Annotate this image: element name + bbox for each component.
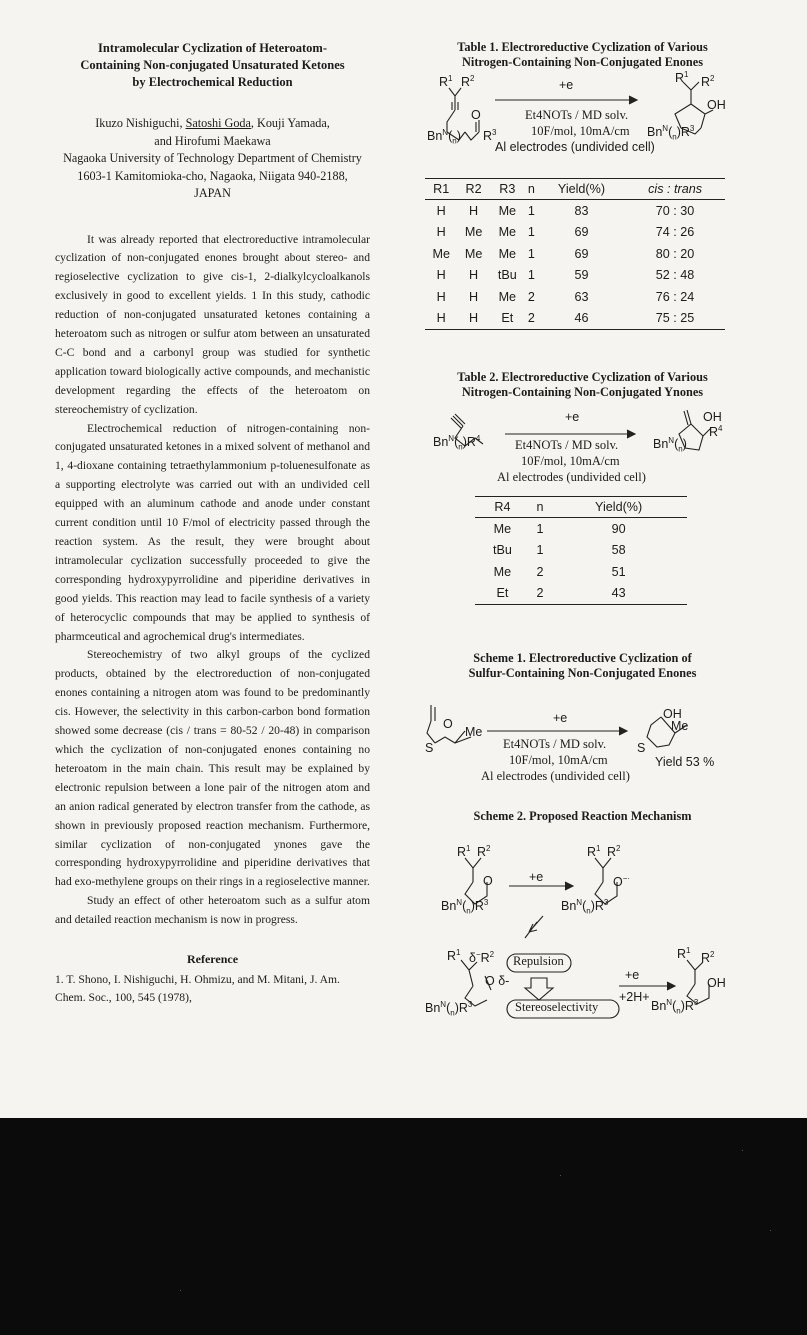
table1-caption-line2: Nitrogen-Containing Non-Conjugated Enones [462,55,703,69]
scheme2-structures [425,840,740,1020]
scheme2-arrow2-bottom: +2H+ [619,990,650,1004]
paragraph-1: It was already reported that electroreductive intramolecular cyclization of non-conjugated enones brought about stereo- and regioselective cyclization to give cis-1, 2-dialkylcycloalkanols exclusively in good to excellent yields. 1 In this study, cathodic reduction of non-conjugated unsaturated ketones containing a heteroatom such as nitrogen or sulfur atom between an unsaturated C-C bond and a carbonyl group was studied for synthetic application toward biologically active compounds, and mechanistic development regarding the effects of the heteroatom on stereochemistry of cyclization. [55,232,370,416]
scheme1-cond-top: +e [553,711,568,725]
table1 [425,178,725,330]
title-line-3: by Electrochemical Reduction [132,75,293,89]
scheme1-caption-line2: Sulfur-Containing Non-Conjugated Enones [468,666,697,680]
scheme1-yield: Yield 53 % [655,755,715,769]
table1-col-r1: R1 [425,179,457,200]
table1-cond-top: +e [559,78,574,92]
table1-cond-under: Al electrodes (undivided cell) [495,140,655,154]
scheme1-caption-line1: Scheme 1. Electroreductive Cyclization of [473,651,692,665]
scheme1-caption [425,651,740,681]
scheme2-arrow2-top: +e [625,968,640,982]
reference-heading: Reference [186,952,239,967]
figures-column [425,40,740,1020]
table-row: H H Me 2 63 76 : 24 [436,289,695,304]
table2-caption [425,370,740,400]
table2-col-r4: R4 [475,497,530,518]
table1-cond-mid: Et4NOTs / MD solv. [525,108,629,122]
table2-col-yield: Yield(%) [550,497,687,518]
scheme1-reaction: O Me S +e Et4NOTs / MD solv. 10F/mol, 10mA/cm Al electrodes (undivided cell) OH Me S Yield 53 % [425,701,740,787]
table1-col-r2: R2 [457,179,489,200]
paragraph-4: Study an effect of other heteroatom such as a sulfur atom and detailed reaction mechanism is now in progress. [55,894,370,927]
scheme1-cond-bot: 10F/mol, 10mA/cm [509,753,608,767]
abstract-body [55,231,370,931]
table1-col-ratio: cis : trans [625,179,725,200]
table1-col-n: n [525,179,538,200]
scan-speck [560,1175,561,1176]
table2-cond-under: Al electrodes (undivided cell) [497,470,646,484]
table2-cond-top: +e [565,410,580,424]
scheme1-cond-mid: Et4NOTs / MD solv. [503,737,607,751]
affiliation-line-2: 1603-1 Kamitomioka-cho, Nagaoka, Niigata 940-2188, [77,168,348,183]
author-block [55,115,370,203]
table-row: H Me Me 1 69 74 : 26 [436,225,695,240]
scan-speck [180,1290,181,1291]
table1-caption [425,40,740,70]
stereoselectivity-label: Stereoselectivity [515,1000,599,1014]
table-row: H H tBu 1 59 52 : 48 [436,268,695,283]
scheme2-mechanism: $R^1$ $R^2$ O $Bn^N(_n)R^3$ +e $R^1$ $R^2$ O−· $Bn^N(_n)R^3$ $R^1$ $\delta^-R^2$ O δ- $Bn^N(_n)R^3$ Repulsion Stereoselectivity +e +2H+ $R^1$ $R^2$ OH $Bn^N(_n)R^3$ [425,840,740,1020]
table2-caption-line2: Nitrogen-Containing Non-Conjugated Ynones [461,385,704,399]
abstract-column [55,40,370,1007]
table1-header-row [425,179,725,200]
table1-cond-bot: 10F/mol, 10mA/cm [531,124,630,138]
paragraph-2: Electrochemical reduction of nitrogen-containing non-conjugated unsaturated ketones in a mixed solvent of methanol and 1, 4-dioxane containing tetraethylammonium p-toluenesulfonate as a supporting electrolyte was carried out with an undivided cell equipped with an aluminum cathode and anode under constant current condition until 10 F/mol of electricity passed through the reaction system. As the result, they were brought about intramolecular cyclization successfully proceeded to give the corresponding hydroxypyrrolidine and piperidine derivatives in good yields. This reaction may lead to facile synthesis of a variety of heterocyclic compounds that may be applied to synthesis of pharmceutical and agrochemical drug's intermediates. [55,421,370,643]
table-row: H H Me 1 83 70 : 30 [436,203,695,218]
scheme1-cond-under: Al electrodes (undivided cell) [481,769,630,783]
author-names-line2: and Hirofumi Maekawa [154,133,271,148]
scan-speck [742,1150,743,1151]
table1-col-yield: Yield(%) [538,179,625,200]
paragraph-3: Stereochemistry of two alkyl groups of the cyclized products, obtained by the electroreduction of non-conjugated enones containing a nitrogen atom was found to be predominantly cis. However, the selectivity in this carbon-carbon bond formation showed some decrease (cis / trans = 80-52 / 20-48) in comparison which the cyclization of non-conjugated enones containing no heteroatom in the main chain. This result may be explained by electronic repulsion between a lone pair of the nitrogen atom and an anion radical generated by electron transfer from the cathode, as shown in previously proposed reaction mechanism. Furthermore, similar cyclization of non-conjugated ynones gave the corresponding hydroxypyrrolidine and piperidine derivatives that had exo-methylene groups on their rings in a regioselective manner. [55,648,370,889]
affiliation-line-3: JAPAN [194,186,231,200]
table2-col-n: n [530,497,550,518]
table-row: Me 2 51 [493,564,626,579]
author-names-pre: Ikuzo Nishiguchi, [95,116,186,130]
table2-header-row [475,497,687,518]
reference-item: 1. T. Shono, I. Nishiguchi, H. Ohmizu, and M. Mitani, J. Am. Chem. Soc., 100, 545 (1978), [55,973,340,1005]
scheme2-caption: Scheme 2. Proposed Reaction Mechanism [473,809,692,823]
table-row: tBu 1 58 [492,543,626,558]
scheme2-arrow1-label: +e [529,870,544,884]
affiliation-line-1: Nagaoka University of Technology Department of Chemistry [63,151,362,165]
table1-col-r3: R3 [490,179,525,200]
table-row: Et 2 43 [475,583,687,605]
table1-reaction-scheme: $R^1$ $R^2$ O $Bn^N(_n)$ $R^3$ +e Et4NOTs / MD solv. 10F/mol, 10mA/cm Al electrodes (undivided cell) $R^1$ $R^2$ OH $Bn^N(_n)R^3$ [425,70,740,170]
table2-caption-line1: Table 2. Electroreductive Cyclization of Various [457,370,708,384]
paper-title [55,40,370,91]
table-row: H H Et 2 46 75 : 25 [425,308,725,330]
table2-cond-bot: 10F/mol, 10mA/cm [521,454,620,468]
table2-reaction-scheme: $Bn^N(_n)R^4$ +e Et4NOTs / MD solv. 10F/mol, 10mA/cm Al electrodes (undivided cell) OH $R^4$ $Bn^N(_n)$ [425,410,740,486]
title-line-1: Intramolecular Cyclization of Heteroatom- [98,41,327,55]
scan-speck [770,1230,771,1231]
title-line-2: Containing Non-conjugated Unsaturated Ketones [80,58,345,72]
table-row: Me 1 90 [493,521,626,536]
table1-caption-line1: Table 1. Electroreductive Cyclization of Various [457,40,708,54]
author-names-post: , Kouji Yamada, [250,116,330,130]
presenting-author: Satoshi Goda [185,116,251,130]
repulsion-label: Repulsion [513,954,564,968]
table-row: Me Me Me 1 69 80 : 20 [432,246,695,261]
table2-cond-mid: Et4NOTs / MD solv. [515,438,619,452]
table2 [475,496,687,605]
